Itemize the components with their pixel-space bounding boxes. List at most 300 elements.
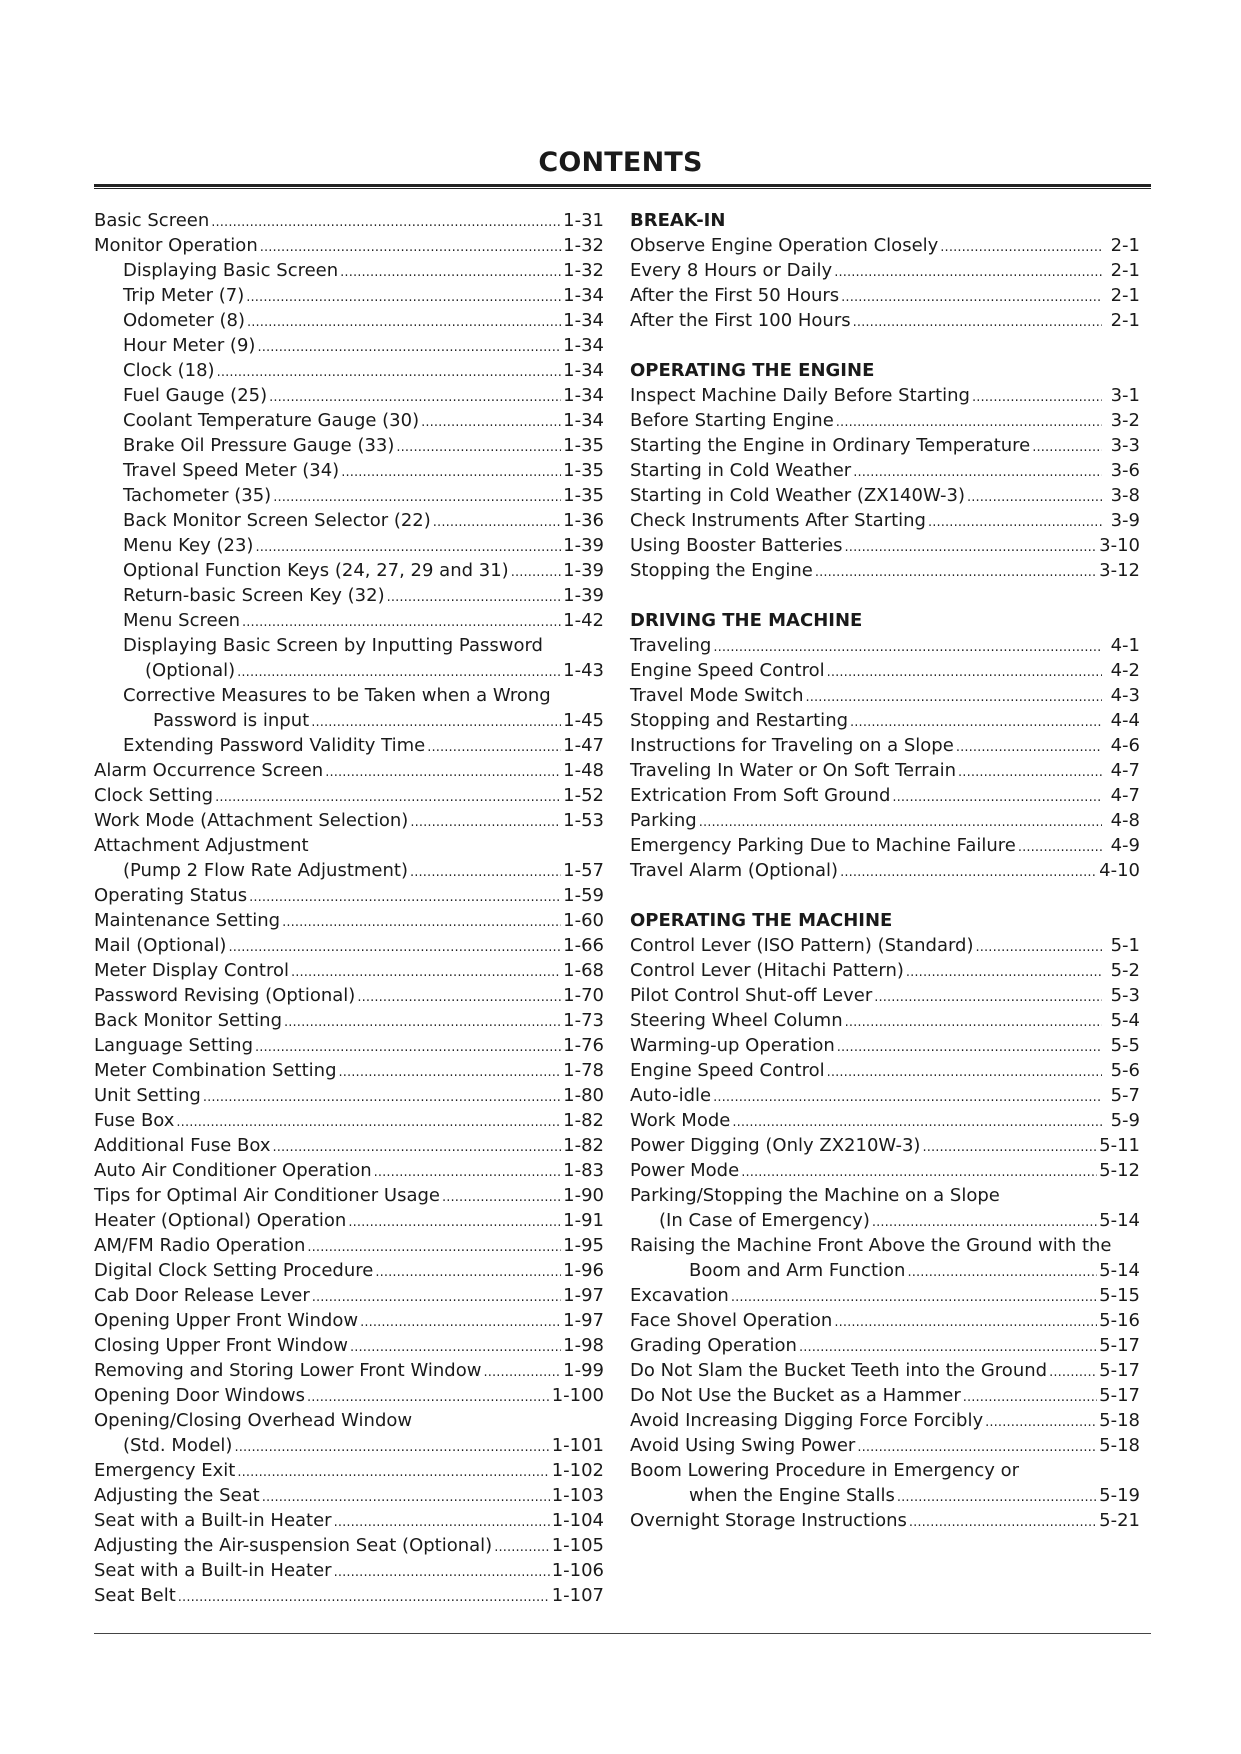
toc-entry-page: 5-14 (1099, 1260, 1140, 1281)
dot-leader (906, 960, 1102, 985)
toc-entry[interactable] (630, 1433, 1140, 1458)
toc-entry-title: Auto Air Conditioner Operation (94, 1160, 372, 1181)
toc-entry-title: Adjusting the Seat (94, 1485, 260, 1506)
dot-leader (269, 385, 561, 410)
toc-entry[interactable] (630, 933, 1140, 958)
toc-entry[interactable] (630, 983, 1140, 1008)
toc-entry-title: Boom and Arm Function (689, 1260, 906, 1281)
toc-entry-page: 1-34 (563, 410, 604, 431)
toc-entry[interactable] (94, 1333, 604, 1358)
toc-entry-title: Maintenance Setting (94, 910, 281, 931)
toc-entry-title: Starting the Engine in Ordinary Temperature (630, 435, 1031, 456)
toc-entry-page: 4-9 (1110, 835, 1140, 856)
toc-entry-title: Back Monitor Screen Selector (22) (123, 510, 431, 531)
toc-entry[interactable] (94, 708, 604, 733)
toc-entry-title: Before Starting Engine (630, 410, 834, 431)
toc-entry-title: Meter Combination Setting (94, 1060, 337, 1081)
toc-entry[interactable] (94, 733, 604, 758)
toc-entry-page: 1-97 (563, 1310, 604, 1331)
toc-entry-title: Travel Mode Switch (630, 685, 804, 706)
dot-leader (874, 985, 1102, 1010)
toc-entry[interactable] (630, 308, 1140, 333)
toc-entry-page: 5-2 (1110, 960, 1140, 981)
toc-entry-title: Inspect Machine Daily Before Starting (630, 385, 970, 406)
toc-entry[interactable] (94, 358, 604, 383)
toc-entry[interactable] (94, 1458, 604, 1483)
toc-entry[interactable] (630, 708, 1140, 733)
toc-entry[interactable] (630, 633, 1140, 658)
toc-entry[interactable] (630, 508, 1140, 533)
toc-entry-title: Do Not Use the Bucket as a Hammer (630, 1385, 961, 1406)
toc-entry[interactable] (94, 758, 604, 783)
toc-entry[interactable] (630, 858, 1140, 883)
toc-entry[interactable] (94, 683, 604, 708)
toc-entry[interactable] (94, 1433, 604, 1458)
dot-leader (958, 760, 1102, 785)
toc-entry[interactable] (630, 458, 1140, 483)
toc-entry-title: (Pump 2 Flow Rate Adjustment) (123, 860, 408, 881)
toc-entry[interactable] (630, 1008, 1140, 1033)
toc-entry-title: Stopping the Engine (630, 560, 813, 581)
toc-entry[interactable] (630, 1033, 1140, 1058)
toc-entry-page: 1-68 (563, 960, 604, 981)
dot-leader (827, 660, 1102, 685)
dot-leader (311, 710, 561, 735)
toc-entry-title: Hour Meter (9) (123, 335, 256, 356)
toc-entry[interactable] (94, 1233, 604, 1258)
toc-entry-page: 5-12 (1099, 1160, 1140, 1181)
toc-entry[interactable] (94, 1533, 604, 1558)
dot-leader (713, 1085, 1102, 1110)
toc-entry-title: Clock (18) (123, 360, 215, 381)
toc-entry[interactable] (94, 658, 604, 683)
toc-entry-page: 1-39 (563, 535, 604, 556)
toc-entry-title: Seat with a Built-in Heater (94, 1510, 332, 1531)
toc-entry-title: Menu Key (23) (123, 535, 254, 556)
dot-leader (262, 1485, 550, 1510)
toc-entry-page: 4-1 (1110, 635, 1140, 656)
toc-entry-page: 1-103 (551, 1485, 604, 1506)
dot-leader (273, 485, 561, 510)
toc-entry[interactable] (94, 1358, 604, 1383)
toc-entry-title: Extrication From Soft Ground (630, 785, 891, 806)
toc-entry-title: Attachment Adjustment (94, 835, 309, 856)
dot-leader (850, 710, 1102, 735)
toc-entry-title: Raising the Machine Front Above the Ground with the (630, 1235, 1112, 1256)
toc-entry[interactable] (630, 1108, 1140, 1133)
toc-entry[interactable] (94, 1583, 604, 1608)
toc-entry[interactable] (630, 733, 1140, 758)
dot-leader (940, 235, 1102, 260)
toc-entry-title: Tips for Optimal Air Conditioner Usage (94, 1185, 440, 1206)
toc-entry[interactable] (630, 808, 1140, 833)
toc-entry[interactable] (94, 933, 604, 958)
toc-entry-page: 5-17 (1099, 1335, 1140, 1356)
toc-entry-title: Travel Speed Meter (34) (123, 460, 340, 481)
toc-entry[interactable] (630, 1383, 1140, 1408)
toc-entry-page: 1-101 (551, 1435, 604, 1456)
toc-entry-page: 5-17 (1099, 1385, 1140, 1406)
toc-entry-title: AM/FM Radio Operation (94, 1235, 306, 1256)
dot-leader (972, 385, 1102, 410)
section-gap (630, 883, 1140, 908)
toc-entry[interactable] (94, 1033, 604, 1058)
dot-leader (357, 985, 561, 1010)
toc-entry-title: Emergency Parking Due to Machine Failure (630, 835, 1016, 856)
dot-leader (872, 1210, 1097, 1235)
toc-entry-page: 1-42 (563, 610, 604, 631)
toc-entry-title: Mail (Optional) (94, 935, 227, 956)
dot-leader (928, 510, 1102, 535)
toc-entry-page: 4-8 (1110, 810, 1140, 831)
toc-entry[interactable] (630, 283, 1140, 308)
toc-entry-page: 4-3 (1110, 685, 1140, 706)
toc-entry-title: Parking (630, 810, 697, 831)
dot-leader (339, 1060, 562, 1085)
toc-entry[interactable] (630, 783, 1140, 808)
toc-entry[interactable] (94, 1058, 604, 1083)
toc-entry-title: Opening Door Windows (94, 1385, 305, 1406)
dot-leader (713, 635, 1102, 660)
toc-entry[interactable] (630, 433, 1140, 458)
toc-entry-title: Stopping and Restarting (630, 710, 849, 731)
toc-entry[interactable] (630, 958, 1140, 983)
toc-entry-page: 1-107 (551, 1585, 604, 1606)
toc-entry[interactable] (94, 208, 604, 233)
dot-leader (827, 1060, 1102, 1085)
toc-entry-page: 1-97 (563, 1285, 604, 1306)
dot-leader (815, 560, 1097, 585)
dot-leader (741, 1160, 1097, 1185)
dot-leader (1018, 835, 1102, 860)
toc-entry-title: Back Monitor Setting (94, 1010, 283, 1031)
toc-entry-page: 5-15 (1099, 1285, 1140, 1306)
dot-leader (396, 435, 561, 460)
toc-entry[interactable] (94, 258, 604, 283)
dot-leader (806, 685, 1102, 710)
toc-entry-page: 3-1 (1110, 385, 1140, 406)
toc-entry-page: 1-99 (563, 1360, 604, 1381)
toc-entry[interactable] (94, 558, 604, 583)
toc-entry[interactable] (94, 608, 604, 633)
toc-entry-page: 1-31 (563, 210, 604, 231)
toc-entry[interactable] (94, 533, 604, 558)
toc-entry-page: 4-4 (1110, 710, 1140, 731)
toc-entry-page: 5-4 (1110, 1010, 1140, 1031)
toc-entry[interactable] (94, 783, 604, 808)
toc-entry-page: 1-36 (563, 510, 604, 531)
toc-entry[interactable] (630, 1133, 1140, 1158)
dot-leader (228, 935, 561, 960)
dot-leader (203, 1085, 561, 1110)
dot-leader (348, 1210, 561, 1235)
dot-leader (375, 1260, 561, 1285)
section-gap (630, 583, 1140, 608)
toc-entry-page: 4-10 (1099, 860, 1140, 881)
toc-entry-page: 1-34 (563, 360, 604, 381)
toc-entry[interactable] (94, 1508, 604, 1533)
toc-entry-title: Pilot Control Shut-off Lever (630, 985, 873, 1006)
dot-leader (845, 1010, 1102, 1035)
dot-leader (217, 360, 562, 385)
section-heading: DRIVING THE MACHINE (630, 610, 863, 631)
toc-entry[interactable] (94, 508, 604, 533)
toc-entry-title: After the First 50 Hours (630, 285, 840, 306)
toc-entry[interactable] (630, 1083, 1140, 1108)
toc-entry-title: Avoid Increasing Digging Force Forcibly (630, 1410, 984, 1431)
toc-entry-title: Clock Setting (94, 785, 214, 806)
toc-entry[interactable] (630, 1308, 1140, 1333)
dot-leader (350, 1335, 561, 1360)
page-title: CONTENTS (538, 147, 703, 178)
toc-entry-page: 5-11 (1099, 1135, 1140, 1156)
toc-entry-title: Operating Status (94, 885, 248, 906)
dot-leader (976, 935, 1102, 960)
toc-entry-page: 1-35 (563, 485, 604, 506)
toc-entry[interactable] (630, 658, 1140, 683)
dot-leader (834, 260, 1102, 285)
toc-entry[interactable] (630, 833, 1140, 858)
toc-entry[interactable] (94, 1408, 604, 1433)
toc-entry-page: 1-76 (563, 1035, 604, 1056)
dot-leader (857, 1435, 1097, 1460)
toc-entry-page: 1-34 (563, 335, 604, 356)
toc-entry[interactable] (94, 908, 604, 933)
toc-entry-page: 5-9 (1110, 1110, 1140, 1131)
toc-entry[interactable] (94, 283, 604, 308)
toc-entry[interactable] (94, 583, 604, 608)
section-gap (630, 333, 1140, 358)
toc-entry[interactable] (630, 483, 1140, 508)
toc-entry-title: (Optional) (145, 660, 236, 681)
toc-entry-page: 1-52 (563, 785, 604, 806)
toc-entry[interactable] (94, 1383, 604, 1408)
toc-entry-page: 3-9 (1110, 510, 1140, 531)
toc-entry[interactable] (94, 1258, 604, 1283)
dot-leader (307, 1385, 550, 1410)
toc-entry-page: 5-6 (1110, 1060, 1140, 1081)
toc-entry-title: Meter Display Control (94, 960, 289, 981)
toc-entry-page: 1-82 (563, 1135, 604, 1156)
toc-entry[interactable] (94, 858, 604, 883)
toc-entry[interactable] (94, 1183, 604, 1208)
toc-entry-title: Opening/Closing Overhead Window (94, 1410, 413, 1431)
toc-entry-title: Auto-idle (630, 1085, 712, 1106)
toc-entry[interactable] (94, 833, 604, 858)
toc-entry[interactable] (630, 533, 1140, 558)
dot-leader (410, 810, 561, 835)
dot-leader (307, 1235, 561, 1260)
toc-entry-title: Heater (Optional) Operation (94, 1210, 347, 1231)
title-divider (94, 184, 1151, 189)
toc-entry-page: 5-7 (1110, 1085, 1140, 1106)
toc-entry-title: Every 8 Hours or Daily (630, 260, 833, 281)
toc-entry[interactable] (94, 1158, 604, 1183)
toc-entry-title: Observe Engine Operation Closely (630, 235, 939, 256)
toc-entry-title: Grading Operation (630, 1335, 797, 1356)
toc-entry[interactable] (94, 633, 604, 658)
toc-entry-title: Engine Speed Control (630, 660, 825, 681)
toc-entry-page: 5-21 (1099, 1510, 1140, 1531)
toc-entry-title: Seat Belt (94, 1585, 176, 1606)
toc-entry-page: 5-3 (1110, 985, 1140, 1006)
toc-entry-title: Odometer (8) (123, 310, 245, 331)
toc-entry-title: Additional Fuse Box (94, 1135, 271, 1156)
toc-entry[interactable] (630, 1408, 1140, 1433)
toc-entry[interactable] (94, 333, 604, 358)
toc-entry[interactable] (630, 1058, 1140, 1083)
toc-entry-title: Corrective Measures to be Taken when a Wrong (123, 685, 551, 706)
dot-leader (956, 735, 1102, 760)
toc-entry[interactable] (94, 983, 604, 1008)
toc-entry-page: 1-104 (551, 1510, 604, 1531)
toc-entry-title: Return-basic Screen Key (32) (123, 585, 385, 606)
toc-entry-title: Alarm Occurrence Screen (94, 760, 324, 781)
toc-entry[interactable] (630, 1183, 1140, 1208)
dot-leader (273, 1135, 562, 1160)
dot-leader (215, 785, 561, 810)
toc-entry[interactable] (630, 1333, 1140, 1358)
toc-entry[interactable] (630, 408, 1140, 433)
toc-entry-title: Starting in Cold Weather (630, 460, 852, 481)
toc-entry-page: 3-10 (1099, 535, 1140, 556)
toc-entry[interactable] (94, 383, 604, 408)
dot-leader (963, 1385, 1097, 1410)
toc-entry[interactable] (94, 1133, 604, 1158)
toc-entry-title: Power Digging (Only ZX210W-3) (630, 1135, 921, 1156)
toc-entry[interactable] (630, 758, 1140, 783)
toc-entry-page: 1-66 (563, 935, 604, 956)
toc-entry-page: 2-1 (1110, 235, 1140, 256)
toc-entry-page: 1-96 (563, 1260, 604, 1281)
toc-entry[interactable] (630, 1258, 1140, 1283)
toc-entry[interactable] (94, 433, 604, 458)
toc-entry[interactable] (630, 233, 1140, 258)
toc-entry-title: Starting in Cold Weather (ZX140W-3) (630, 485, 965, 506)
toc-entry[interactable] (630, 1358, 1140, 1383)
dot-leader (442, 1185, 561, 1210)
dot-leader (237, 660, 561, 685)
dot-leader (483, 1360, 561, 1385)
toc-entry-title: Do Not Slam the Bucket Teeth into the Ground (630, 1360, 1048, 1381)
toc-entry[interactable] (630, 1458, 1140, 1483)
dot-leader (845, 535, 1098, 560)
toc-entry-page: 5-16 (1099, 1310, 1140, 1331)
dot-leader (387, 585, 562, 610)
toc-entry-page: 1-57 (563, 860, 604, 881)
toc-entry-title: Warming-up Operation (630, 1035, 835, 1056)
section-heading: OPERATING THE ENGINE (630, 360, 875, 381)
toc-entry-page: 1-53 (563, 810, 604, 831)
toc-entry[interactable] (630, 1233, 1140, 1258)
dot-leader (291, 960, 561, 985)
toc-entry[interactable] (94, 233, 604, 258)
toc-entry-page: 1-47 (563, 735, 604, 756)
toc-entry[interactable] (94, 883, 604, 908)
toc-entry-page: 1-90 (563, 1185, 604, 1206)
dot-leader (211, 210, 561, 235)
toc-entry[interactable] (94, 808, 604, 833)
toc-entry[interactable] (94, 1108, 604, 1133)
dot-leader (837, 1035, 1102, 1060)
toc-entry-title: Monitor Operation (94, 235, 258, 256)
toc-entry[interactable] (630, 383, 1140, 408)
toc-entry-page: 1-60 (563, 910, 604, 931)
toc-entry-page: 1-70 (563, 985, 604, 1006)
toc-entry-title: Optional Function Keys (24, 27, 29 and 31) (123, 560, 509, 581)
toc-entry[interactable] (630, 1283, 1140, 1308)
toc-entry[interactable] (630, 1208, 1140, 1233)
toc-entry-title: Power Mode (630, 1160, 740, 1181)
toc-entry[interactable] (94, 483, 604, 508)
toc-entry-title: when the Engine Stalls (689, 1485, 895, 1506)
toc-entry-page: 5-1 (1110, 935, 1140, 956)
toc-entry[interactable] (630, 1483, 1140, 1508)
dot-leader (922, 1135, 1097, 1160)
toc-entry-title: (In Case of Emergency) (659, 1210, 870, 1231)
toc-entry-title: Displaying Basic Screen by Inputting Password (123, 635, 543, 656)
toc-entry-title: Instructions for Traveling on a Slope (630, 735, 954, 756)
toc-entry[interactable] (94, 1283, 604, 1308)
toc-entry-title: Brake Oil Pressure Gauge (33) (123, 435, 395, 456)
toc-entry[interactable] (94, 458, 604, 483)
toc-entry-page: 1-34 (563, 385, 604, 406)
toc-entry-title: Engine Speed Control (630, 1060, 825, 1081)
toc-entry[interactable] (630, 1158, 1140, 1183)
toc-entry-title: Face Shovel Operation (630, 1310, 833, 1331)
toc-entry-title: Boom Lowering Procedure in Emergency or (630, 1460, 1020, 1481)
toc-entry-page: 1-39 (563, 560, 604, 581)
dot-leader (282, 910, 561, 935)
toc-entry-title: Fuel Gauge (25) (123, 385, 268, 406)
toc-entry-page: 1-35 (563, 460, 604, 481)
toc-entry[interactable] (630, 683, 1140, 708)
dot-leader (494, 1535, 549, 1560)
toc-entry-page: 1-80 (563, 1085, 604, 1106)
toc-entry[interactable] (94, 958, 604, 983)
toc-entry-page: 5-19 (1099, 1485, 1140, 1506)
toc-entry-page: 1-82 (563, 1110, 604, 1131)
toc-entry[interactable] (94, 1008, 604, 1033)
toc-entry[interactable] (94, 1308, 604, 1333)
dot-leader (360, 1310, 561, 1335)
toc-entry-page: 1-32 (563, 260, 604, 281)
toc-entry-title: After the First 100 Hours (630, 310, 851, 331)
toc-entry-title: Menu Screen (123, 610, 241, 631)
toc-entry[interactable] (94, 1558, 604, 1583)
toc-entry[interactable] (94, 1083, 604, 1108)
toc-entry[interactable] (94, 308, 604, 333)
toc-entry-page: 2-1 (1110, 260, 1140, 281)
toc-entry-title: Avoid Using Swing Power (630, 1435, 856, 1456)
dot-leader (284, 1010, 561, 1035)
dot-leader (732, 1110, 1102, 1135)
dot-leader (909, 1510, 1097, 1535)
toc-entry-title: Coolant Temperature Gauge (30) (123, 410, 420, 431)
toc-entry[interactable] (94, 1483, 604, 1508)
dot-leader (511, 560, 561, 585)
toc-entry[interactable] (94, 408, 604, 433)
toc-entry[interactable] (630, 258, 1140, 283)
toc-entry-title: Parking/Stopping the Machine on a Slope (630, 1185, 1000, 1206)
toc-entry[interactable] (94, 1208, 604, 1233)
toc-entry-page: 1-34 (563, 310, 604, 331)
toc-entry[interactable] (630, 558, 1140, 583)
toc-entry[interactable] (630, 1508, 1140, 1533)
dot-leader (699, 810, 1102, 835)
dot-leader (312, 1285, 561, 1310)
dot-leader (841, 285, 1102, 310)
